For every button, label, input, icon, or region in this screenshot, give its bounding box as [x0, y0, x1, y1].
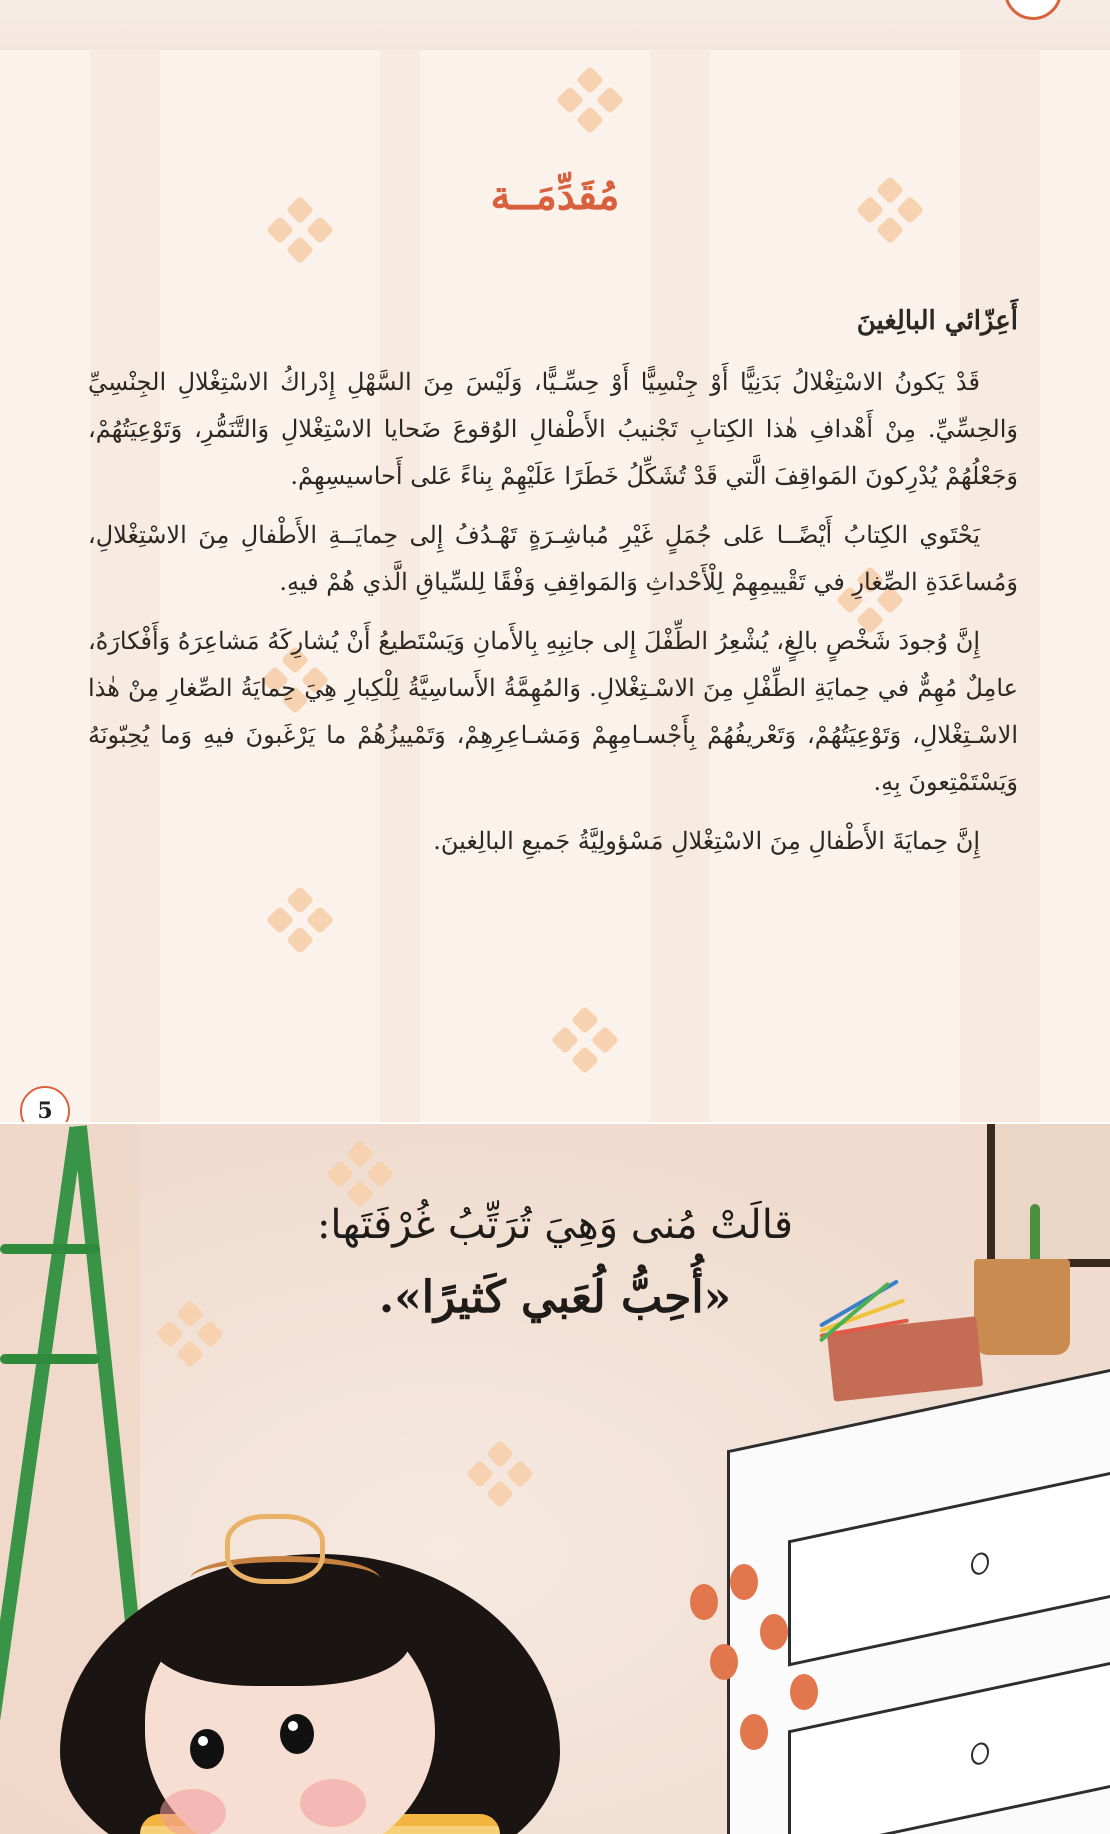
wall-picture-frame	[987, 1124, 1110, 1267]
story-narration: قالَتْ مُنى وَهِيَ تُرَتِّبُ غُرْفَتَها:	[316, 1202, 794, 1248]
page-number-circle	[1004, 0, 1062, 20]
dresser-drawer	[788, 1472, 1110, 1667]
girl-eye	[280, 1714, 314, 1754]
intro-paragraph: إِنَّ حِمايَةَ الأَطْفالِ مِنَ الاسْتِغْلالِ مَسْؤولِيَّةُ جَميعِ البالِغينَ.	[433, 827, 980, 855]
intro-title: مُقَدِّمَــة	[490, 172, 620, 219]
story-page	[0, 1124, 1110, 1834]
intro-text	[88, 298, 1018, 877]
plant-pot	[974, 1259, 1070, 1355]
girl-cheek	[300, 1779, 366, 1827]
drawer-knob	[971, 1551, 989, 1577]
intro-page	[0, 50, 1110, 1122]
greeting: أَعِزّائي البالِغينَ	[856, 306, 1018, 336]
dresser	[727, 1369, 1110, 1834]
previous-page-strip	[0, 0, 1110, 51]
flower-pattern	[470, 1444, 530, 1504]
flower-pattern	[555, 1010, 615, 1070]
girl-eye	[190, 1729, 224, 1769]
intro-paragraph: قَدْ يَكونُ الاسْتِغْلالُ بَدَنِيًّا أَوْ جِنْسِيًّا أَوْ حِسِّـيًّا، وَلَيْسَ مِنَ السَّهْلِ إِدْراكُ الاسْتِغْلالِ الجِنْسِيِّ وَالحِسِّيِّ. مِنْ أَهْدافِ هٰذا الكِتابِ تَجْنيبُ الأَطْفالِ الوُقوعَ ضَحايا الاسْتِغْلالِ وَالتَّنَمُّرِ، وَتَوْعِيَتُهُمْ، وَجَعْلُهُمْ يُدْرِكونَ المَواقِفَ الَّتي قَدْ تُشَكِّلُ خَطَرًا عَلَيْهِمْ بِناءً عَلى أَحاسيسِهِمْ.	[88, 368, 1018, 490]
story-quote: «أُحِبُّ لُعَبي كَثيرًا».	[378, 1272, 732, 1323]
intro-paragraph: يَحْتَوي الكِتابُ أَيْضًــا عَلى جُمَلٍ غَيْرِ مُباشِـرَةٍ تَهْـدُفُ إِلى حِمايَــةِ الأَطْفالِ مِنَ الاسْتِغْلالِ، وَمُساعَدَةِ الصِّغارِ في تَقْييمِهِمْ لِلْأَحْداثِ وَالمَواقِفِ وَفْقًا لِلسِّياقِ الَّذي هُمْ فيهِ.	[88, 521, 1018, 596]
plant-icon	[1030, 1204, 1040, 1264]
flower-pattern	[270, 890, 330, 950]
drawer-knob	[971, 1741, 989, 1767]
flower-pattern	[330, 1144, 390, 1204]
page-number: 5	[20, 1086, 70, 1122]
hair-bow-icon	[225, 1514, 325, 1584]
intro-paragraph: إِنَّ وُجودَ شَخْصٍ بالِغٍ، يُشْعِرُ الطِّفْلَ إِلى جانِبِهِ بِالأَمانِ وَيَسْتَطيعُ أَنْ يُشارِكَهُ مَشاعِرَهُ وَأَفْكارَهُ، عامِلٌ مُهِمٌّ في حِمايَةِ الطِّفْلِ مِنَ الاسْـتِغْلالِ. وَالمُهِمَّةُ الأَساسِيَّةُ لِلْكِبارِ هِيَ حِمايَةُ الصِّغارِ مِنْ هٰذا الاسْـتِغْلالِ، وَتَوْعِيَتُهُمْ، وَتَعْريفُهُمْ بِأَجْسـامِهِمْ وَمَشـاعِرِهِمْ، وَتَمْييزُهُمْ ما يَرْغَبونَ فيهِ وَما يُحِبّونَهُ وَيَسْتَمْتِعونَ بِهِ.	[88, 627, 1019, 796]
girl-cheek	[160, 1789, 226, 1834]
dresser-drawer	[788, 1662, 1110, 1834]
flower-pattern	[560, 70, 620, 130]
chair-rung	[0, 1354, 100, 1364]
